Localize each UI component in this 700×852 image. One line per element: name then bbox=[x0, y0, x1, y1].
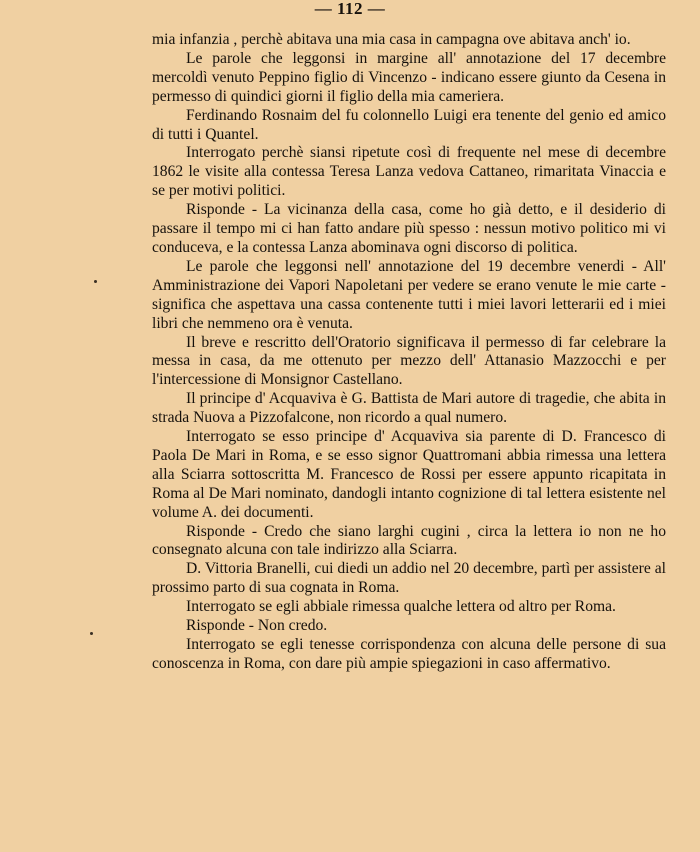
paragraph-2: Le parole che leggonsi in margine all' annotazione del 17 decembre mercoldì venuto Peppino figlio di Vincenzo - indicano essere giunto da Cesena in permesso di quindici giorni il figlio della mia cameriera. bbox=[152, 49, 666, 105]
paragraph-7: Il breve e rescritto dell'Oratorio significava il permesso di far celebrare la messa in casa, da me ottenuto per mezzo dell' Attanasio Mazzocchi e per l'intercessione di Monsignor Castellano. bbox=[152, 333, 666, 389]
paragraph-4: Interrogato perchè siansi ripetute così di frequente nel mese di decembre 1862 le visite alla contessa Teresa Lanza vedova Cattaneo, rimaritata Vinaccia e se per motivi politici. bbox=[152, 144, 666, 200]
paragraph-14: Interrogato se egli tenesse corrispondenza con alcuna delle persone di sua conoscenza in Roma, con dare più ampie spiegazioni in caso affermativo. bbox=[152, 636, 666, 672]
body-text bbox=[152, 31, 666, 674]
paragraph-11: D. Vittoria Branelli, cui diedi un addio nel 20 decembre, partì per assistere al prossimo parto di sua cognata in Roma. bbox=[152, 560, 666, 597]
paragraph-10: Risponde - Credo che siano larghi cugini , circa la lettera io non ne ho consegnato alcuna con tale indirizzo alla Sciarra. bbox=[152, 522, 666, 559]
paragraph-5: Risponde - La vicinanza della casa, come ho già detto, e il desiderio di passare il tempo mi ci han fatto andare più spesso : nessun motivo politico mi vi conduceva, e la contessa Lanza abominava ogni discorso di politica. bbox=[152, 201, 666, 256]
paragraph-1: mia infanzia , perchè abitava una mia casa in campagna ove abitava anch' io. bbox=[152, 31, 631, 48]
print-speck bbox=[90, 632, 93, 635]
paragraph-3: Ferdinando Rosnaim del fu colonnello Luigi era tenente del genio ed amico di tutti i Quantel. bbox=[152, 106, 666, 143]
paragraph-6: Le parole che leggonsi nell' annotazione del 19 decembre venerdi - All' Amministrazione dei Vapori Napoletani per vedere se erano venute le mie carte - significa che aspettava una cassa contenente tutti i miei lavori letterarii ed i miei libri che nemmeno ora è venuta. bbox=[152, 257, 666, 332]
paragraph-13: Risponde - Non credo. bbox=[186, 617, 328, 635]
paragraph-8: Il principe d' Acquaviva è G. Battista de Mari autore di tragedie, che abita in strada Nuova a Pizzofalcone, non ricordo a qual numero. bbox=[152, 390, 666, 427]
paragraph-12: Interrogato se egli abbiale rimessa qualche lettera od altro per Roma. bbox=[186, 598, 616, 616]
paragraph-9: Interrogato se esso principe d' Acquaviva sia parente di D. Francesco di Paola De Mari in Roma, e se esso signor Quattromani abbia rimessa una lettera alla Sciarra sottoscritta M. Francesco de Rossi per essere appunto ricapitata in Roma al De Mari nominato, dandogli intanto cognizione di tal lettera esistente nel volume A. dei documenti. bbox=[152, 428, 666, 521]
print-speck bbox=[94, 280, 97, 283]
page-number: — 112 — bbox=[314, 0, 386, 18]
